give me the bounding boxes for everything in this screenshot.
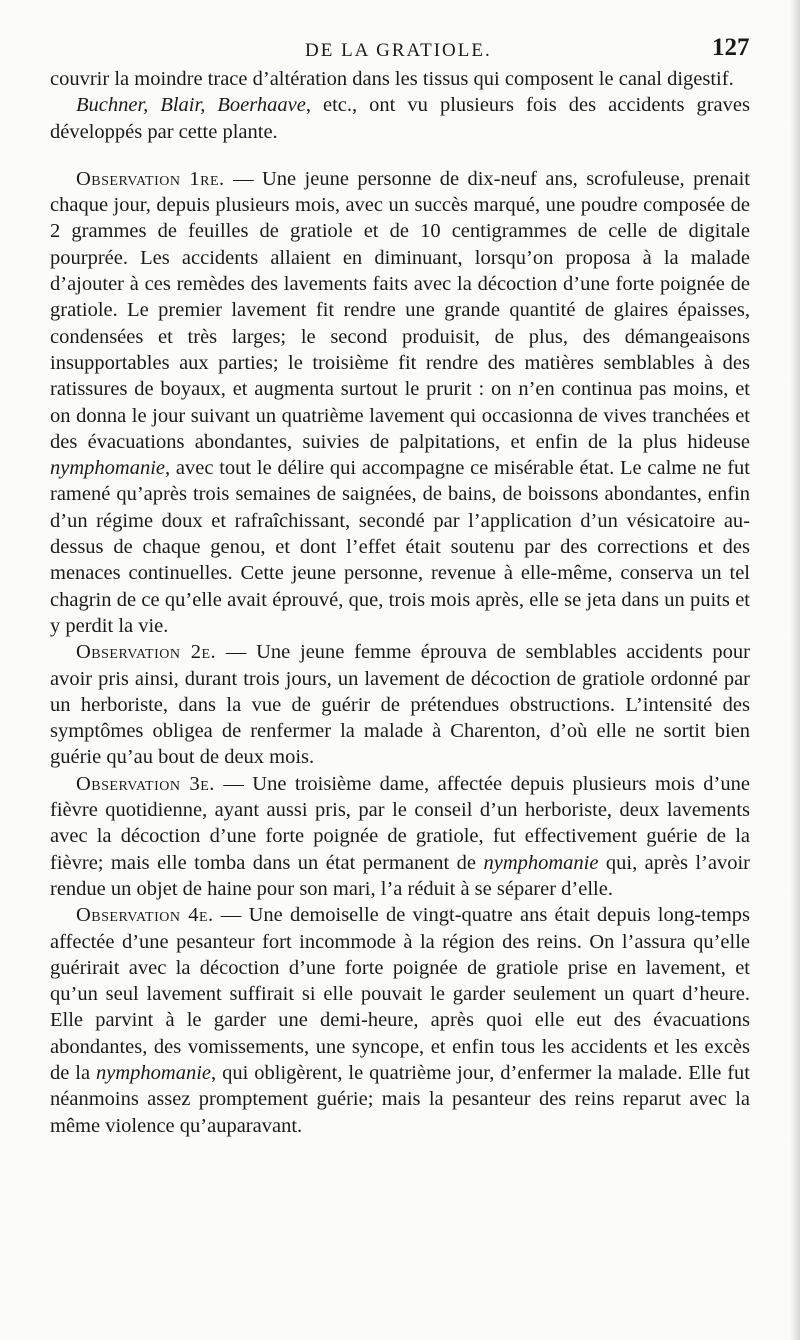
observation-4-label: Observation 4e. (76, 904, 214, 927)
paragraph-text: , etc., ont vu plusieurs fois des accidents graves développés par cette plante. (50, 94, 750, 143)
page-edge-shadow (790, 0, 800, 1340)
observation-3-text-b: qui, après l’avoir rendue un objet de haine pour son mari, l’a réduit à se séparer d’elle. (50, 851, 750, 900)
observation-3-text-a: — Une troisième dame, affectée depuis plusieurs mois d’une fièvre quotidienne, ayant aussi pris, par le conseil d’un herboriste, deux lavements avec la décoction d’une forte poignée de gratiole, fut effectivement guérie de la fièvre; mais elle tomba dans un état permanent de (50, 772, 750, 874)
paragraph-authors (50, 92, 750, 145)
observation-4-emphasis: nymphomanie (96, 1061, 212, 1084)
observation-3-label: Observation 3e. (76, 772, 215, 795)
observation-2 (50, 639, 750, 770)
paragraph-continuation (50, 66, 750, 92)
observation-4-text-b: , qui obligèrent, le quatrième jour, d’enfermer la malade. Elle fut néanmoins assez promptement guérie; mais la pesanteur des reins reparut avec la même violence qu’auparavant. (50, 1061, 750, 1137)
observation-3 (50, 771, 750, 902)
observation-1-text-b: , avec tout le délire qui accompagne ce misérable état. Le calme ne fut ramené qu’après trois semaines de saignées, de bains, de boissons abondantes, enfin d’un régime doux et rafraîchissant, secondé par l’application d’un vésicatoire au-dessus de chaque genou, et dont l’effet était soutenu par des corrections et des menaces continuelles. Cette jeune personne, revenue à elle-même, conserva un tel chagrin de ce qu’elle avait éprouvé, que, trois mois après, elle se jeta dans un puits et y perdit la vie. (50, 457, 750, 637)
observation-1-label: Observation 1re. (76, 167, 225, 190)
observation-2-label: Observation 2e. (76, 641, 217, 664)
observation-2-text: — Une jeune femme éprouva de semblables accidents pour avoir pris ainsi, durant trois jours, un lavement de décoction de gratiole ordonné par un herboriste, dans la vue de guérir de prétendues obstructions. L’intensité des symptômes obligea de renfermer la malade à Charenton, d’où elle ne sortit bien guérie qu’au bout de deux mois. (50, 641, 750, 769)
observation-1 (50, 166, 750, 639)
observation-3-emphasis: nymphomanie (483, 851, 599, 874)
observation-1-text-a: — Une jeune personne de dix-neuf ans, scrofuleuse, prenait chaque jour, depuis plusieurs mois, avec un succès marqué, une poudre composée de 2 grammes de feuilles de gratiole et de 10 centigrammes de celle de digitale pourprée. Les accidents allaient en diminuant, lorsqu’on proposa à la malade d’ajouter à ces remèdes des lavements faits avec la décoction d’une forte poignée de gratiole. Le premier lavement fit rendre une grande quantité de glaires épaisses, condensées et très larges; le second produisit, de plus, des démangeaisons insupportables aux parties; le troisième fit rendre des matières semblables à des ratissures de boyaux, et augmenta surtout le prurit : on n’en continua pas moins, et on donna le jour suivant un quatrième lavement qui occasionna de vives tranchées et des évacuations abondantes, suivies de palpitations, et enfin de la plus hideuse (50, 167, 750, 453)
paragraph-text: couvrir la moindre trace d’altération dans les tissus qui composent le canal digestif. (50, 68, 734, 90)
running-title: DE LA GRATIOLE. (305, 40, 492, 61)
body-text (50, 66, 750, 1139)
observation-4-text-a: — Une demoiselle de vingt-quatre ans était depuis long-temps affectée d’une pesanteur fort incommode à la région des reins. On l’assura qu’elle guérirait avec la décoction d’une forte poignée de gratiole prise en lavement, et qu’un seul lavement suffirait si elle pouvait le garder seulement un quart d’heure. Elle parvint à le garder une demi-heure, après quoi elle eut des évacuations abondantes, des vomissements, une syncope, et enfin tous les accidents et les excès de la (50, 904, 750, 1084)
page-header (0, 32, 800, 66)
observation-4 (50, 902, 750, 1139)
page-number: 127 (712, 34, 750, 61)
author-names: Buchner, Blair, Boerhaave (76, 94, 306, 117)
observation-1-emphasis: nymphomanie (50, 457, 166, 480)
